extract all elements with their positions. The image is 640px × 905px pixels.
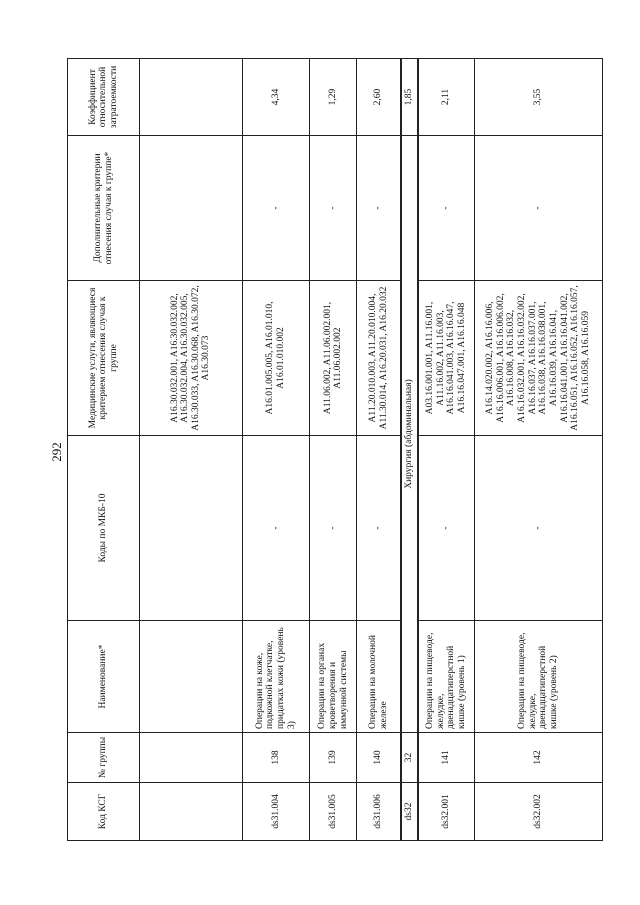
cell-code: ds31.006 xyxy=(357,783,401,841)
cell-name: Операции на коже, подкожной клетчатке, придатках кожи (уровень 3) xyxy=(242,621,310,733)
cell-num: 141 xyxy=(418,733,474,783)
cell-code xyxy=(140,783,243,841)
cell-coef: 2,60 xyxy=(357,59,401,136)
cell-criteria: - xyxy=(474,136,602,281)
cell-coef: 1,85 xyxy=(401,59,418,136)
cell-services: A11.20.010.003, A11.20.010.004, A11.30.014, A16.20.031, A16.20.032 xyxy=(357,281,401,436)
cell-code: ds32 xyxy=(401,783,418,841)
cell-criteria: - xyxy=(242,136,310,281)
cell-services: A16.01.005.005, A16.01.010, A16.01.010.002 xyxy=(242,281,310,436)
cell-services: A16.30.032.001, A16.30.032.002, A16.30.032.004, A16.30.032.005, A16.30.033, A16.30.068, A16.30.072, A16.30.073 xyxy=(140,281,243,436)
cell-coef: 4,34 xyxy=(242,59,310,136)
cell-services: A16.14.020.002, A16.16.006, A16.16.006.001, A16.16.006.002, A16.16.008, A16.16.032, A16.16.032.001, A16.16.032.002, A16.16.037, A16.16.037.001, A16.16.038, A16.16.038.001, A16.16.039, A16.16.041, A16.16.041.001, A16.16.041.002, A16.16.051, A16.16.052, A16.16.057, A16.16.058, A16.16.059 xyxy=(474,281,602,436)
cell-criteria: - xyxy=(357,136,401,281)
cell-code: ds32.001 xyxy=(418,783,474,841)
cell-services: A03.16.001.001, A11.16.001, A11.16.002, A11.16.003, A16.16.041.003, A16.16.047, A16.16.047.001, A16.16.048 xyxy=(418,281,474,436)
rotated-table-container xyxy=(67,59,603,841)
cell-coef: 2,11 xyxy=(418,59,474,136)
table-row xyxy=(418,59,474,841)
table-row xyxy=(357,59,401,841)
page-number: 292 xyxy=(49,442,64,462)
col-header-coef: Коэффициент относительной затратоемкости xyxy=(68,59,140,136)
cell-mkb: - xyxy=(418,436,474,621)
cell-name: Операции на пищеводе, желудке, двенадцатиперстной кишке (уровень 1) xyxy=(418,621,474,733)
cell-mkb: - xyxy=(357,436,401,621)
cell-name: Операции на молочной железе xyxy=(357,621,401,733)
cell-mkb: - xyxy=(310,436,357,621)
cell-num: 142 xyxy=(474,733,602,783)
cell-name xyxy=(140,621,243,733)
section-row xyxy=(401,59,418,841)
cell-mkb xyxy=(140,436,243,621)
cell-num xyxy=(140,733,243,783)
cell-criteria: - xyxy=(418,136,474,281)
col-header-num: № группы xyxy=(68,733,140,783)
table-row xyxy=(474,59,602,841)
cell-num: 140 xyxy=(357,733,401,783)
cell-coef: 3,55 xyxy=(474,59,602,136)
header-row xyxy=(68,59,140,841)
ksg-table xyxy=(67,58,603,841)
cell-mkb: - xyxy=(242,436,310,621)
cell-mkb: - xyxy=(474,436,602,621)
cell-criteria xyxy=(140,136,243,281)
cell-coef: 1,29 xyxy=(310,59,357,136)
cell-num: 138 xyxy=(242,733,310,783)
col-header-code: Код КСГ xyxy=(68,783,140,841)
col-header-criteria: Дополнительные критерии отнесения случая к группе* xyxy=(68,136,140,281)
table-row xyxy=(310,59,357,841)
cell-code: ds31.004 xyxy=(242,783,310,841)
cell-num: 139 xyxy=(310,733,357,783)
cell-name: Операции на пищеводе, желудке, двенадцатиперстной кишке (уровень 2) xyxy=(474,621,602,733)
table-row xyxy=(140,59,243,841)
table-row xyxy=(242,59,310,841)
cell-name: Операции на органах кроветворения и иммунной системы xyxy=(310,621,357,733)
col-header-name: Наименование* xyxy=(68,621,140,733)
col-header-services: Медицинские услуги, являющиеся критерием отнесения случая к группе xyxy=(68,281,140,436)
cell-services: A11.06.002, A11.06.002.001, A11.06.002.002 xyxy=(310,281,357,436)
cell-code: ds32.002 xyxy=(474,783,602,841)
cell-criteria: - xyxy=(310,136,357,281)
cell-num: 32 xyxy=(401,733,418,783)
section-title: Хирургия (абдоминальная) xyxy=(401,136,418,733)
cell-code: ds31.005 xyxy=(310,783,357,841)
cell-coef xyxy=(140,59,243,136)
col-header-mkb: Коды по МКБ-10 xyxy=(68,436,140,621)
